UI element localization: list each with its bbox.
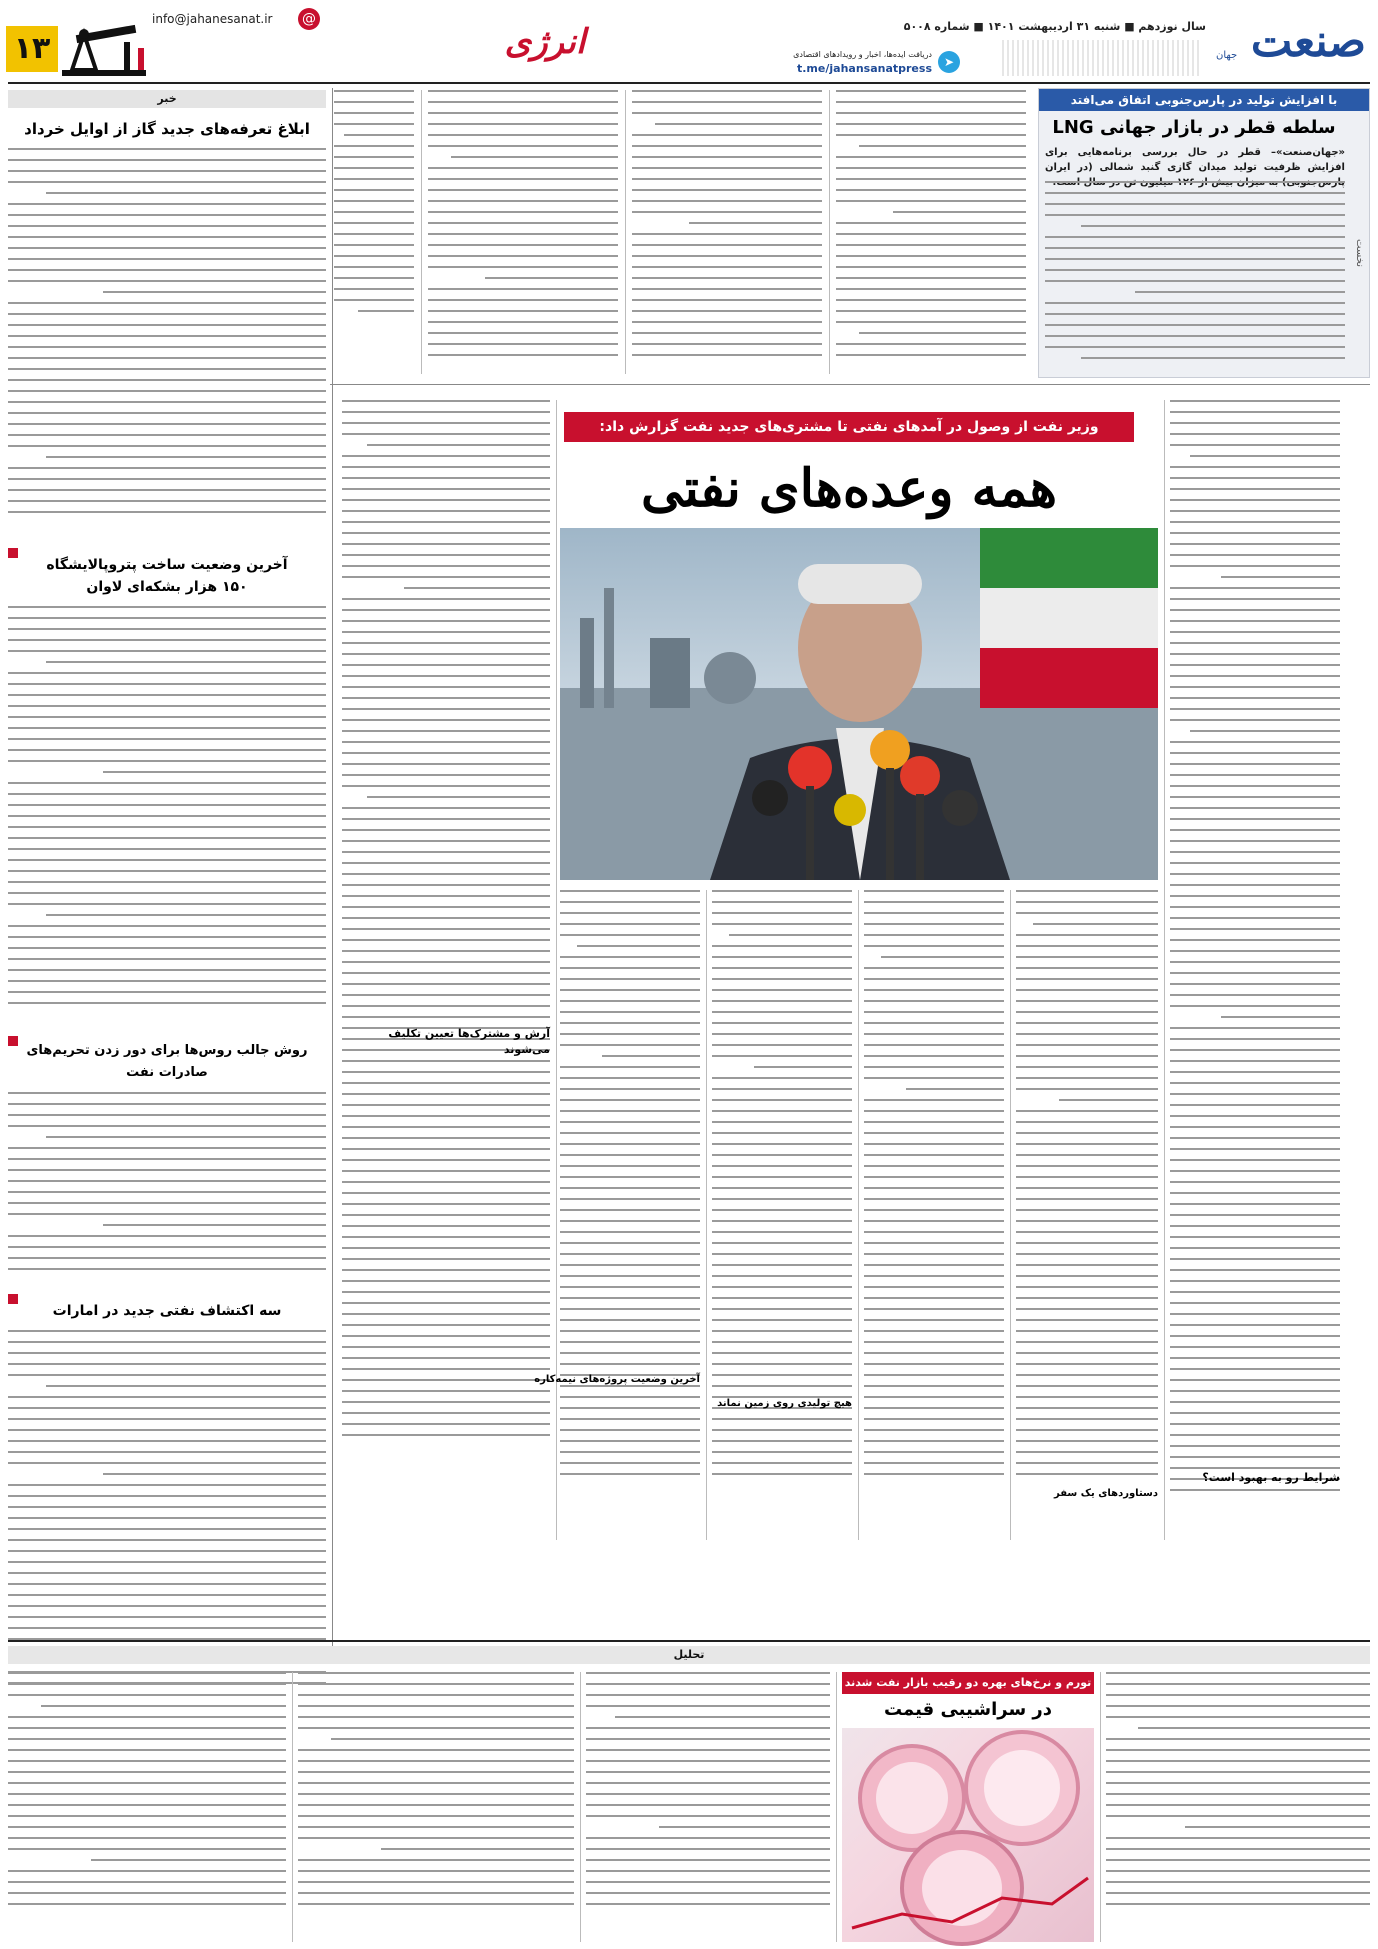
oil-barrels-image xyxy=(842,1728,1094,1942)
main-col-3 xyxy=(534,890,700,1540)
bottom-story-headline: در سراشیبی قیمت xyxy=(883,1699,1053,1720)
left-story3-title-2: صادرات نفت xyxy=(126,1065,208,1080)
masthead xyxy=(0,0,1378,84)
main-story-photo xyxy=(560,528,1158,880)
col-divider xyxy=(1164,400,1165,1540)
left-story3-title-1: روش جالب روس‌ها برای دور زدن تحریم‌های xyxy=(26,1043,308,1058)
col-divider xyxy=(1100,1672,1101,1942)
telegram-line1: دریافت ایده‌ها، اخبار و رویدادهای اقتصادی xyxy=(793,50,932,59)
top-text-col-4 xyxy=(334,90,414,374)
col-divider xyxy=(292,1672,293,1942)
main-col-6 xyxy=(1016,890,1158,1540)
telegram-icon: ➤ xyxy=(938,51,960,73)
top-story-body xyxy=(1045,181,1345,373)
col-divider xyxy=(625,90,626,374)
telegram-block[interactable] xyxy=(780,48,960,78)
refinery-background xyxy=(560,528,1158,880)
barcode-dots xyxy=(1002,40,1202,76)
left-story4-title: سه اکتشاف نفتی جدید در امارات xyxy=(52,1303,282,1319)
page-number: ۱۳ xyxy=(6,26,58,72)
top-story-lead: «جهان‌صنعت»– قطر در حال بررسی برنامه‌هایی برای افزایش ظرفیت تولید میدان گازی گنبد شمالی (در ایران xyxy=(1045,147,1345,173)
at-icon: @ xyxy=(298,8,320,30)
main-subhead-5: شرایط رو به بهبود است؟ xyxy=(1202,1471,1340,1484)
col-divider xyxy=(556,400,557,1540)
masthead-divider xyxy=(8,82,1370,84)
left-story2-body xyxy=(8,606,326,1018)
main-col-4 xyxy=(712,890,852,1540)
main-col-1 xyxy=(1170,400,1340,1540)
col-divider xyxy=(706,890,707,1540)
left-column-divider xyxy=(332,88,333,1648)
top-section-divider xyxy=(330,384,1370,385)
main-col-2 xyxy=(342,400,550,1540)
newspaper-logo xyxy=(1216,16,1366,78)
logo-sub: جهان xyxy=(1216,50,1238,61)
left-news-column xyxy=(8,88,326,1648)
email-text[interactable]: info@jahanesanat.ir xyxy=(152,12,273,26)
col-divider xyxy=(858,890,859,1540)
col-divider xyxy=(580,1672,581,1942)
bottom-col-1 xyxy=(1106,1672,1370,1942)
left-story3-body xyxy=(8,1092,326,1282)
col-divider xyxy=(1010,890,1011,1540)
bottom-section-rule xyxy=(8,1640,1370,1642)
top-story-title: سلطه قطر در بازار جهانی LNG xyxy=(1052,117,1336,138)
bottom-col-5 xyxy=(8,1672,286,1942)
col-divider xyxy=(421,90,422,374)
main-story-headline: همه وعده‌های نفتی xyxy=(640,458,1058,519)
left-column-tag: خبر xyxy=(8,90,326,108)
main-col-5 xyxy=(864,890,1004,1540)
main-subhead-1: آرش و مشترک‌ها تعیین تکلیف می‌شوند xyxy=(388,1027,550,1056)
main-subhead-4: دستاوردهای یک سفر xyxy=(1054,1488,1158,1499)
main-subhead-3: هیچ تولیدی روی زمین نماند xyxy=(717,1398,852,1409)
telegram-line2: t.me/jahansanatpress xyxy=(797,62,932,75)
left-story2-title-2: ۱۵۰ هزار بشکه‌ای لاوان xyxy=(86,579,248,595)
oil-pump-icon xyxy=(62,20,146,76)
issue-line: سال نوزدهم ■ شنبه ۳۱ اردیبهشت ۱۴۰۱ ■ شماره ۵۰۰۸ xyxy=(903,20,1206,33)
section-title: انرژی xyxy=(504,22,586,62)
main-subhead-2: آخرین وضعیت پروژه‌های نیمه‌کاره xyxy=(534,1374,700,1385)
top-story-side-label: نخست xyxy=(1354,239,1365,267)
top-story xyxy=(1038,88,1370,378)
left-story1-title: ابلاغ تعرفه‌های جدید گاز از اوایل خرداد xyxy=(24,120,310,138)
top-story-tag: با افزایش تولید در پارس‌جنوبی اتفاق می‌افتد xyxy=(1039,89,1369,111)
left-story2-title-1: آخرین وضعیت ساخت پتروپالایشگاه xyxy=(46,557,288,573)
top-text-col-1 xyxy=(836,90,1026,374)
left-story1-body xyxy=(8,148,326,518)
bottom-col-3 xyxy=(586,1672,830,1942)
bottom-col-4 xyxy=(298,1672,574,1942)
col-divider xyxy=(836,1672,837,1942)
top-text-col-3 xyxy=(428,90,618,374)
main-story-kicker: وزیر نفت از وصول در آمدهای نفتی تا مشتری‌های جدید نفت گزارش داد: xyxy=(564,412,1134,442)
col-divider xyxy=(829,90,830,374)
top-text-col-2 xyxy=(632,90,822,374)
bottom-section-label: تحلیل xyxy=(8,1646,1370,1664)
logo-text: صنعت xyxy=(1250,16,1366,67)
bottom-story-kicker: تورم و نرخ‌های بهره دو رقیب بازار نفت شدند xyxy=(842,1672,1094,1694)
bottom-story-image xyxy=(842,1728,1094,1942)
